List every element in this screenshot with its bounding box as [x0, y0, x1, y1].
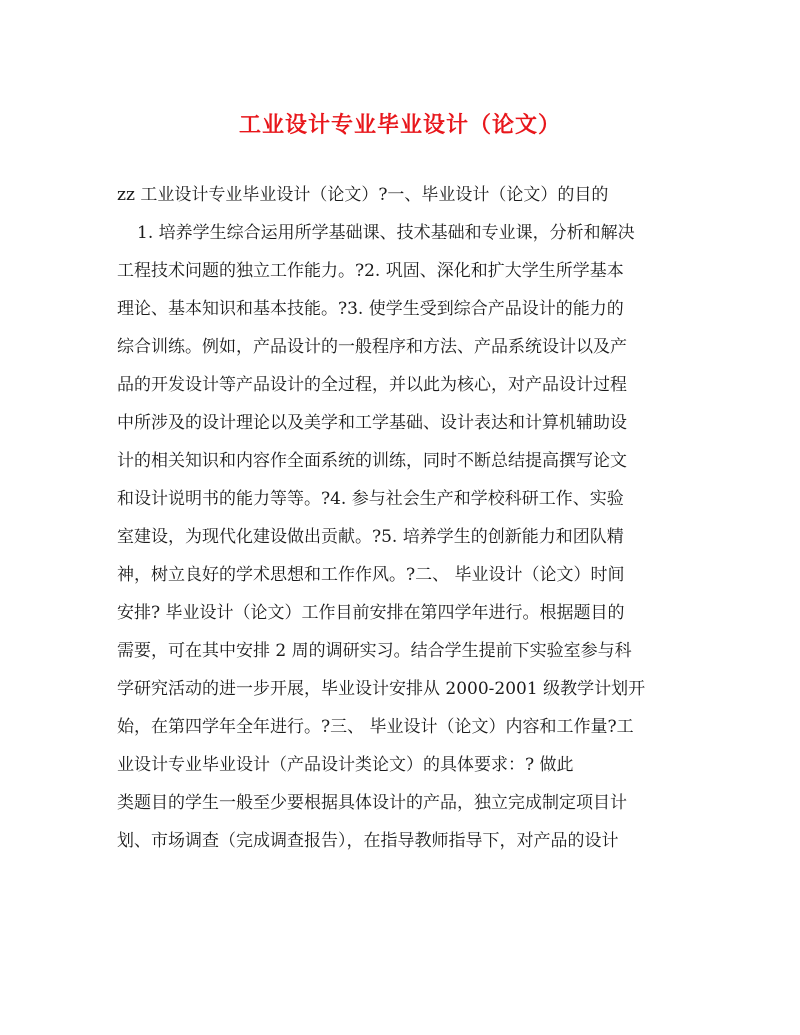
document-title: 工业设计专业毕业设计（论文） — [238, 112, 561, 138]
body-line: 和设计说明书的能力等等。?4. 参与社会生产和学校科研工作、实验 — [117, 489, 624, 509]
body-line: 计的相关知识和内容作全面系统的训练，同时不断总结提高撰写论文 — [117, 451, 627, 471]
body-line: 始，在第四学年全年进行。?三、 毕业设计（论文）内容和工作量?工 — [117, 717, 634, 737]
body-line: 综合训练。例如，产品设计的一般程序和方法、产品系统设计以及产 — [117, 337, 627, 357]
body-line: 理论、基本知识和基本技能。?3. 使学生受到综合产品设计的能力的 — [117, 299, 624, 319]
body-line: 1. 培养学生综合运用所学基础课、技术基础和专业课，分析和解决 — [137, 223, 635, 243]
body-line: 品的开发设计等产品设计的全过程，并以此为核心，对产品设计过程 — [117, 375, 627, 395]
body-line: 需要，可在其中安排 2 周的调研实习。结合学生提前下实验室参与科 — [117, 641, 632, 661]
document-body — [117, 176, 683, 860]
body-line: 类题目的学生一般至少要根据具体设计的产品，独立完成制定项目计 — [117, 793, 627, 813]
body-line: 神，树立良好的学术思想和工作作风。?二、 毕业设计（论文）时间 — [117, 565, 625, 585]
body-line: 中所涉及的设计理论以及美学和工学基础、设计表达和计算机辅助设 — [117, 413, 627, 433]
body-line: 安排? 毕业设计（论文）工作目前安排在第四学年进行。根据题目的 — [117, 603, 625, 623]
body-line: 工程技术问题的独立工作能力。?2. 巩固、深化和扩大学生所学基本 — [117, 261, 624, 281]
body-line: 室建设，为现代化建设做出贡献。?5. 培养学生的创新能力和团队精 — [117, 527, 624, 547]
body-line: 业设计专业毕业设计（产品设计类论文）的具体要求：? 做此 — [117, 755, 574, 775]
body-line: zz 工业设计专业毕业设计（论文）?一、毕业设计（论文）的目的 — [117, 185, 609, 205]
body-line: 划、市场调查（完成调查报告），在指导教师指导下，对产品的设计 — [117, 831, 619, 851]
body-line: 学研究活动的进一步开展，毕业设计安排从 2000-2001 级教学计划开 — [117, 679, 646, 699]
